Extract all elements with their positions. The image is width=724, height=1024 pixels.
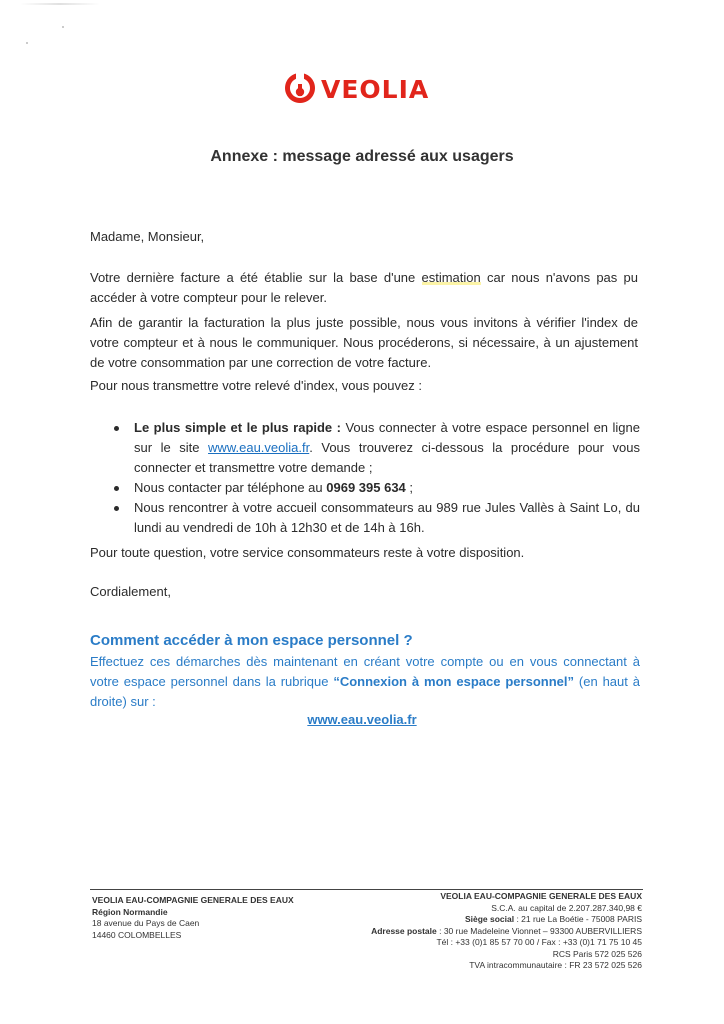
para1-text-end: car nous n'avons pas pu accéder à votre compteur pour le relever. — [90, 270, 638, 305]
postal-value: : 30 rue Madeleine Vionnet – 93300 AUBERVILLIERS — [436, 925, 642, 936]
website-link[interactable]: www.eau.veolia.fr — [208, 440, 310, 455]
page-title: Annexe : message adressé aux usagers — [210, 148, 514, 165]
footer-divider — [90, 889, 643, 890]
highlighted-word: estimation — [421, 270, 481, 285]
footer-capital: S.C.A. au capital de 2.207.287.340,98 € — [491, 902, 642, 913]
scan-speck — [62, 26, 64, 28]
footer-right — [371, 891, 642, 972]
footer-siege — [371, 914, 642, 926]
bullet-text: Vous connecter à votre espace personnel en ligne sur le site — [134, 420, 640, 455]
list-item — [112, 418, 640, 478]
veolia-emblem-icon — [283, 70, 317, 108]
footer-rcs: RCS Paris 572 025 526 — [552, 948, 642, 959]
help-text-start: Effectuez ces démarches dès maintenant en créant votre compte ou en vous connectant à votre espace personnel dans la rubrique — [90, 654, 640, 689]
help-website-link[interactable]: www.eau.veolia.fr — [307, 712, 417, 727]
footer-address-2: 14460 COLOMBELLES — [92, 929, 182, 940]
siege-value: : 21 rue La Boétie - 75008 PARIS — [514, 914, 642, 924]
greeting: Madame, Monsieur, — [90, 229, 205, 244]
options-list — [112, 418, 640, 538]
footer-address-1: 18 avenue du Pays de Caen — [92, 918, 200, 928]
footer-company-right: VEOLIA EAU-COMPAGNIE GENERALE DES EAUX — [440, 891, 642, 901]
scan-shadow — [20, 3, 100, 5]
postal-label: Adresse postale — [371, 925, 437, 936]
veolia-wordmark: VEOLIA — [321, 74, 430, 104]
veolia-logo — [283, 70, 429, 108]
siege-label: Siège social — [464, 914, 515, 924]
footer-company: VEOLIA EAU-COMPAGNIE GENERALE DES EAUX — [92, 895, 294, 905]
paragraph-transmit: Pour nous transmettre votre relevé d'index, vous pouvez : — [90, 378, 422, 393]
footer-tel: Tél : +33 (0)1 85 57 70 00 / Fax : +33 (0)1 71 75 10 45 — [436, 937, 642, 947]
help-heading: Comment accéder à mon espace personnel ? — [90, 632, 413, 649]
footer-region: Région Normandie — [92, 906, 168, 917]
paragraph-estimation — [90, 268, 638, 308]
bullet-text: Nous rencontrer à votre accueil consommateurs au 989 rue Jules Vallès à Saint Lo, du lundi au vendredi de 10h à 12h30 et de 14h à 16h. — [134, 500, 640, 535]
phone-number: 0969 395 634 — [326, 480, 406, 495]
footer-tva: TVA intracommunautaire : FR 23 572 025 526 — [469, 960, 642, 970]
footer-postal — [371, 926, 642, 938]
help-text-end: (en haut à droite) sur : — [90, 674, 641, 709]
help-text — [90, 652, 640, 712]
bullet-text-end: . Vous trouverez ci-dessous la procédure pour vous connecter et transmettre votre demande ; — [134, 440, 640, 475]
scan-speck — [26, 42, 28, 44]
para1-text: Votre dernière facture a été établie sur la base d'une — [90, 270, 422, 285]
help-rubric: “Connexion à mon espace personnel” — [333, 674, 574, 689]
bullet-bold-label: Le plus simple et le plus rapide : — [134, 420, 341, 435]
bullet-text: Nous contacter par téléphone au — [134, 480, 327, 495]
footer-left — [92, 895, 294, 941]
closing: Cordialement, — [90, 584, 171, 599]
paragraph-question: Pour toute question, votre service consommateurs reste à votre disposition. — [90, 545, 525, 560]
paragraph-verification: Afin de garantir la facturation la plus juste possible, nous vous invitons à vérifier l'index de votre compteur et à nous le communiquer. Nous procéderons, si nécessaire, à un ajustement de votre consommation par une correction de votre facture. — [90, 315, 638, 370]
list-item — [112, 498, 640, 538]
bullet-text-end: ; — [405, 480, 414, 495]
list-item — [112, 478, 640, 498]
